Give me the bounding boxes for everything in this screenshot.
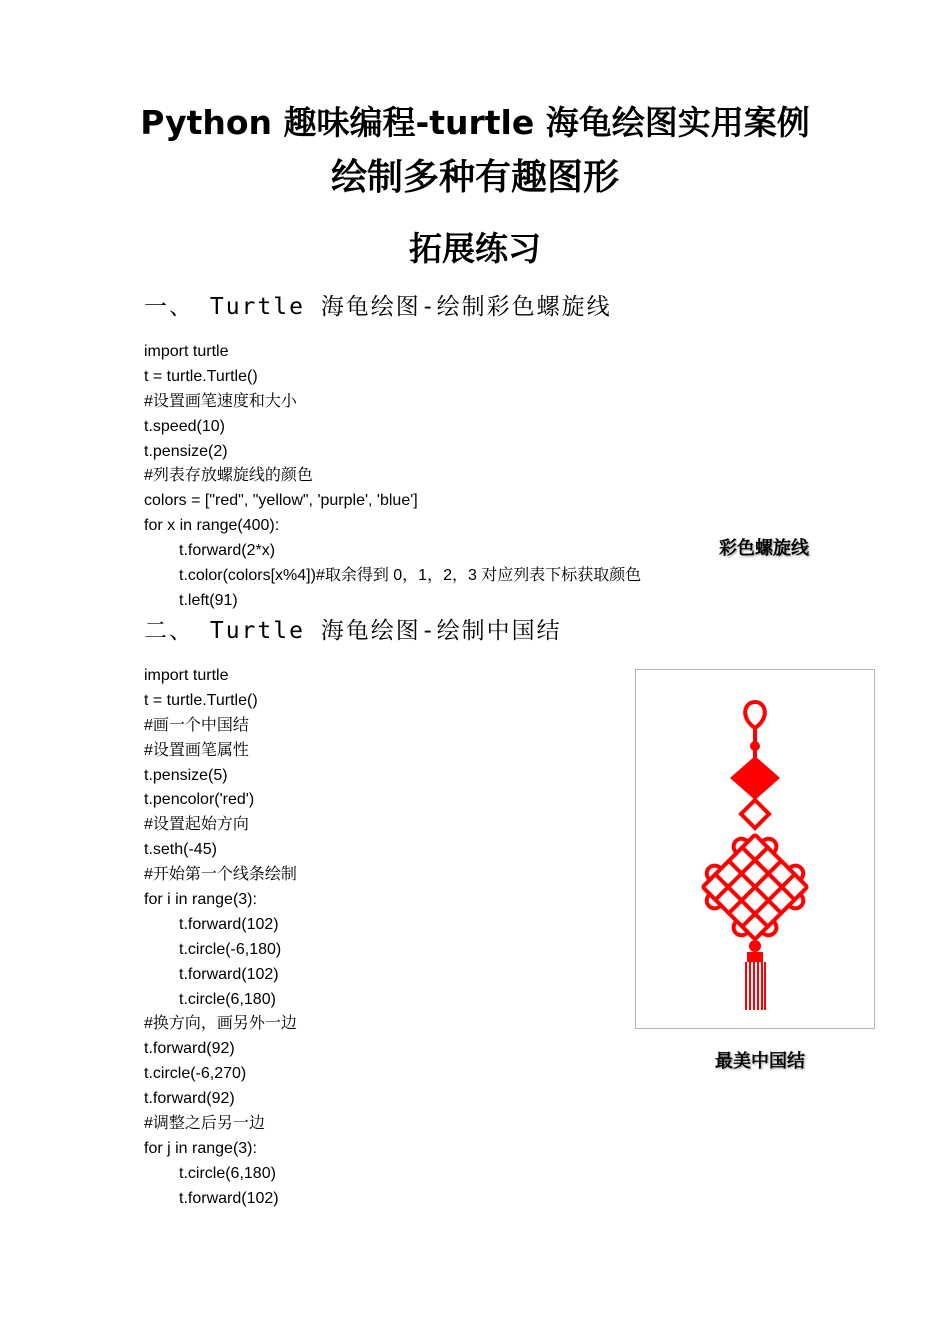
section1-heading: 一、 Turtle 海龟绘图-绘制彩色螺旋线 bbox=[144, 294, 612, 320]
document-title: Python 趣味编程-turtle 海龟绘图实用案例 bbox=[140, 103, 810, 142]
code-line: t.pensize(2) bbox=[144, 442, 228, 460]
chinese-knot-figure bbox=[635, 669, 875, 1029]
code-line: #设置画笔速度和大小 bbox=[144, 392, 297, 410]
code-line: #换方向，画另外一边 bbox=[144, 1015, 297, 1033]
code-line: t.forward(102) bbox=[179, 1189, 279, 1207]
section1-code-block bbox=[144, 340, 641, 614]
code-line: t.forward(102) bbox=[179, 965, 279, 983]
code-line: #设置起始方向 bbox=[144, 816, 249, 834]
code-line: colors = ["red", "yellow", 'purple', 'blue'] bbox=[144, 492, 418, 510]
code-line: #调整之后另一边 bbox=[144, 1115, 265, 1133]
code-line: t = turtle.Turtle() bbox=[144, 691, 258, 709]
section2-heading: 二、 Turtle 海龟绘图-绘制中国结 bbox=[144, 618, 562, 644]
code-line: #开始第一个线条绘制 bbox=[144, 866, 297, 884]
code-line: t.forward(92) bbox=[144, 1090, 235, 1108]
code-line: t.pencolor('red') bbox=[144, 791, 255, 809]
code-line: #设置画笔属性 bbox=[144, 741, 249, 759]
code-line: for j in range(3): bbox=[144, 1139, 257, 1157]
code-line: t.forward(2*x) bbox=[179, 542, 276, 560]
code-line: t = turtle.Turtle() bbox=[144, 367, 258, 385]
section2-code-block bbox=[144, 664, 297, 1212]
code-line: t.speed(10) bbox=[144, 417, 225, 435]
code-line: import turtle bbox=[144, 343, 229, 360]
code-line: t.seth(-45) bbox=[144, 841, 217, 859]
code-line: t.circle(6,180) bbox=[179, 1164, 276, 1182]
code-line: t.pensize(5) bbox=[144, 766, 228, 784]
code-line: import turtle bbox=[144, 667, 229, 684]
code-line: for i in range(3): bbox=[144, 891, 257, 909]
code-line: t.forward(92) bbox=[144, 1040, 235, 1058]
code-line: #画一个中国结 bbox=[144, 716, 249, 734]
chinese-knot-illustration-icon bbox=[636, 670, 874, 1028]
code-line: t.circle(6,180) bbox=[179, 990, 276, 1008]
extension-exercise-title: 拓展练习 bbox=[409, 229, 541, 268]
code-line: t.left(91) bbox=[179, 591, 238, 609]
code-line: t.color(colors[x%4])#取余得到 0，1，2，3 对应列表下标获取颜色 bbox=[179, 567, 642, 585]
knot-caption: 最美中国结 bbox=[715, 1051, 805, 1072]
document-subtitle: 绘制多种有趣图形 bbox=[330, 157, 619, 198]
code-line: t.circle(-6,270) bbox=[144, 1065, 247, 1083]
code-line: for x in range(400): bbox=[144, 517, 280, 535]
code-line: t.forward(102) bbox=[179, 915, 279, 933]
spiral-caption: 彩色螺旋线 bbox=[719, 538, 809, 559]
code-line: t.circle(-6,180) bbox=[179, 940, 282, 958]
code-line: #列表存放螺旋线的颜色 bbox=[144, 467, 313, 485]
